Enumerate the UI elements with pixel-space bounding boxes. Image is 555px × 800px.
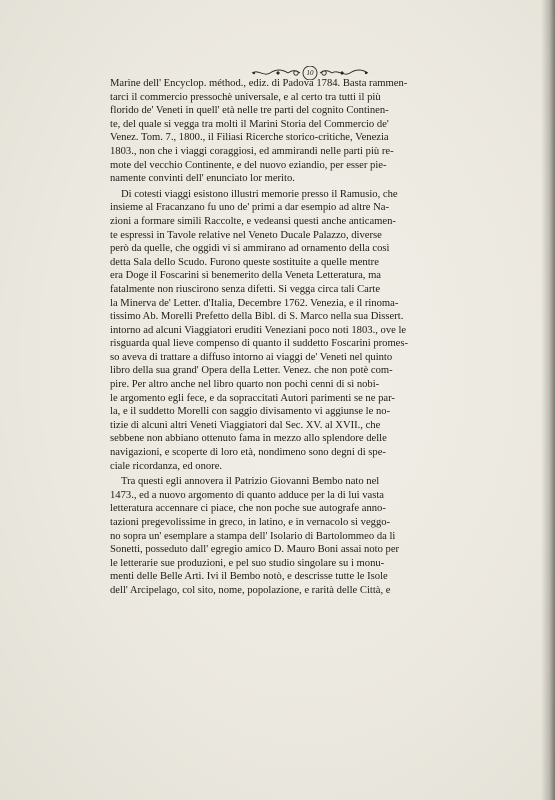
text-line: Venez. Tom. 7., 1800., il Filiasi Ricerche storico-critiche, Venezia	[110, 132, 389, 144]
text-line: navigazioni, e scoperte di loro età, nondimeno sono degni di spe-	[110, 447, 386, 459]
text-line: risguarda qual lieve compenso di quanto il suddetto Foscarini promes-	[110, 338, 409, 350]
text-line: so aveva di trattare a diffuso intorno ai viaggi de' Veneti nel quinto	[110, 351, 393, 363]
text-line: pire. Per altro anche nel libro quarto non pochi cenni di sì nobi-	[110, 379, 380, 391]
paragraph	[110, 475, 470, 597]
text-line: te, del quale si vegga tra molti il Marini Storia del Commercio de'	[110, 118, 389, 130]
text-line: tizie di alcuni altri Veneti Viaggiatori dal Sec. XV. al XVII., che	[110, 419, 381, 431]
page-number: 10	[306, 69, 314, 77]
text-line: 1473., ed a nuovo argomento di quanto adduce per la di lui vasta	[110, 489, 384, 501]
text-line: detta Sala dello Scudo. Furono queste sostituite a quelle mentre	[110, 256, 379, 268]
text-line: mote del vecchio Continente, e del nuovo eziandio, per esser pie-	[110, 159, 387, 171]
text-line: le argomento egli fece, e da sopraccitati Autori parimenti se ne par-	[110, 392, 395, 404]
text-line: la Minerva de' Letter. d'Italia, Decembre 1762. Venezia, e il rinoma-	[110, 297, 399, 309]
text-line: era Doge il Foscarini sì benemerito della Veneta Letteratura, ma	[110, 270, 382, 282]
text-line: florido de' Veneti in quell' età nelle tre parti del cognito Continen-	[110, 105, 389, 117]
text-line: dell' Arcipelago, col sito, nome, popolazione, e rarità delle Città, e	[110, 584, 391, 596]
text-line: tissimo Ab. Morelli Prefetto della Bibl. di S. Marco nella sua Dissert.	[110, 311, 404, 323]
text-line: ciale ricordanza, ed onore.	[110, 460, 223, 472]
text-line: Sonetti, posseduto dall' egregio amico D. Mauro Boni assai noto per	[110, 544, 400, 556]
text-line: tarci il commercio pressochè universale, e al certo tra tutti il più	[110, 91, 381, 103]
text-line: però da quelle, che oggidì vi si ammirano ad ornamento della così	[110, 243, 390, 255]
paragraph	[110, 77, 470, 186]
text-line: no sopra un' esemplare a stampa dell' Isolario di Bartolommeo da li	[110, 530, 396, 542]
paragraph	[110, 188, 470, 473]
text-line: 1803., non che i viaggi coraggiosi, ed ammirandi nelle parti più re-	[110, 145, 394, 157]
text-line: sebbene non abbiano ottenuto fama in mezzo allo splendore delle	[110, 433, 387, 445]
text-line: insieme al Fracanzano fu uno de' primi a dar esempio ad altre Na-	[110, 202, 390, 214]
page-edge-shadow	[541, 0, 555, 800]
text-line: zioni a formare simili Raccolte, e vedeansi questi anche anticamen-	[110, 215, 396, 227]
text-line: Tra questi egli annovera il Patrizio Giovanni Bembo nato nel	[121, 476, 380, 488]
text-line: intorno ad alcuni Viaggiatori eruditi Veneziani poco noti 1803., ove le	[110, 324, 407, 336]
text-line: te espressi in Tavole relative nel Veneto Ducale Palazzo, diverse	[110, 229, 382, 241]
text-line: Di cotesti viaggi esistono illustri memorie presso il Ramusio, che	[121, 188, 398, 200]
text-line: le letterarie sue produzioni, e pel suo studio singolare su i monu-	[110, 557, 385, 569]
text-line: namente convinti dell' enunciato lor merito.	[110, 173, 295, 185]
text-line: tazioni pregevolissime in greco, in latino, e in vernacolo si veggo-	[110, 517, 391, 528]
body-text	[110, 77, 470, 598]
text-line: libro della sua grand' Opera della Letter. Venez. che non potè com-	[110, 365, 393, 377]
text-line: la, e il suddetto Morelli con saggio divisamento vi aggiunse le no-	[110, 406, 391, 418]
text-line: Marine dell' Encyclop. méthod., ediz. di Padova 1784. Basta rammen-	[110, 78, 408, 89]
text-line: fatalmente non riuscirono senza difetti. Si vegga circa tali Carte	[110, 283, 381, 295]
text-line: letteratura accennare ci piace, che non poche sue autografe anno-	[110, 503, 386, 515]
text-line: menti delle Belle Arti. Ivi il Bembo notò, e descrisse tutte le Isole	[110, 571, 388, 583]
